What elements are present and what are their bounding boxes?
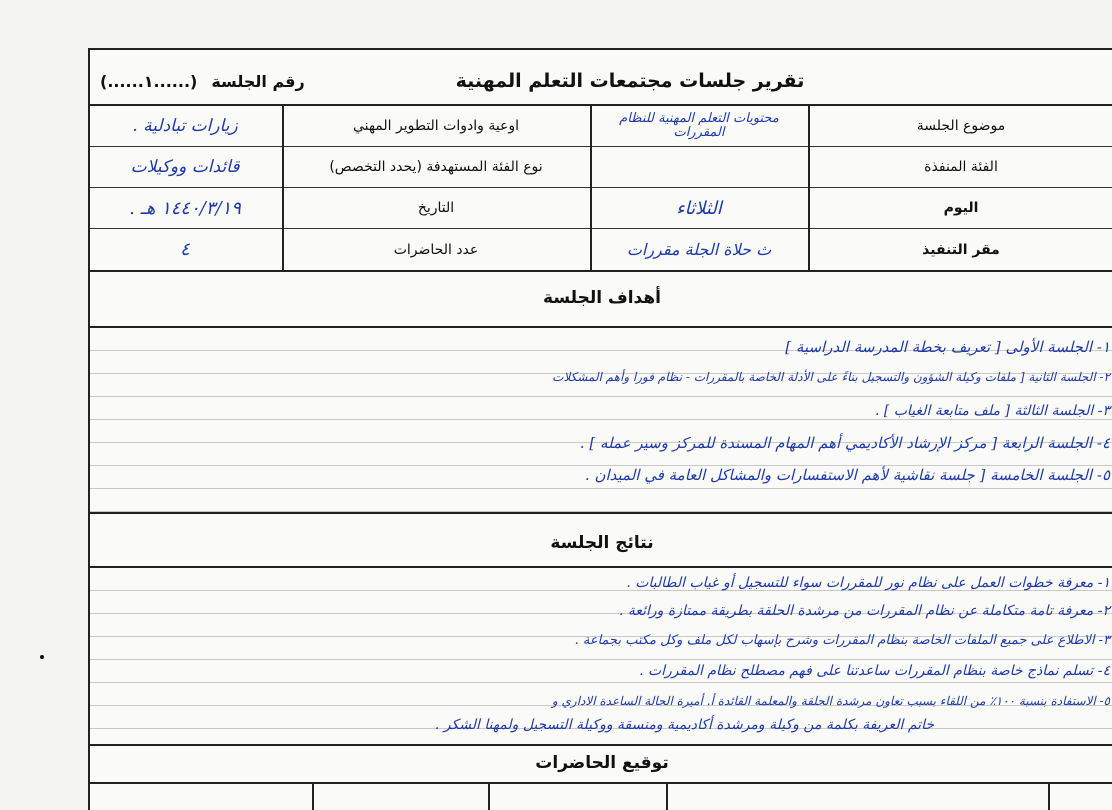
- result-item-4: ٤- تسلم نماذج خاصة بنظام المقررات ساعدتنا على فهم مصطلح نظام المقررات .: [639, 663, 1110, 679]
- signature-cell-divider: [488, 782, 490, 810]
- goal-item-3: ٣- الجلسة الثالثة [ ملف متابعة الغياب ] .: [874, 403, 1110, 419]
- goals-heading: أهداف الجلسة: [543, 288, 661, 308]
- results-heading: نتائج الجلسة: [550, 533, 654, 553]
- value-development-tools: زيارات تبادلية .: [132, 116, 238, 136]
- signature-cell-divider: [666, 782, 668, 810]
- label-attendees-count: عدد الحاضرات: [393, 241, 479, 258]
- result-item-2: ٢- معرفة تامة متكاملة عن نظام المقررات من مرشدة الحلقة بطريقة ممتازة ورائعة .: [618, 603, 1110, 619]
- goal-item-4: ٤- الجلسة الرابعة [ مركز الإرشاد الأكاديمي أهم المهام المسندة للمركز وسير عمله ] .: [579, 434, 1110, 452]
- goals-list: [90, 328, 1112, 512]
- signature-cell-divider: [312, 782, 314, 810]
- goal-item-1: ١- الجلسة الأولى [ تعريف بخطة المدرسة الدراسية ]: [785, 338, 1110, 356]
- report-title: تقرير جلسات مجتمعات التعلم المهنية: [455, 70, 805, 92]
- result-item-5: ٥- الاستفادة بنسبة ١٠٠٪ من اللقاء بسبب تعاون مرشدة الحلقة والمعلمة القائدة أ. أميرة الحالة الساعدة الاداري و: [551, 694, 1110, 708]
- value-executing-group: [592, 147, 806, 187]
- label-venue: مقر التنفيذ: [922, 241, 1000, 258]
- label-development-tools: اوعية وادوات التطوير المهني: [352, 118, 520, 134]
- label-target-group: نوع الفئة المستهدفة (يحدد التخصص): [329, 159, 543, 175]
- value-venue: ث حلاة الجلة مقررات: [626, 240, 772, 259]
- value-attendees-count: ٤: [180, 239, 190, 260]
- value-target-group: قائدات ووكيلات: [130, 157, 240, 177]
- goal-item-5: ٥- الجلسة الخامسة [ جلسة نقاشية لأهم الاستفسارات والمشاكل العامة في الميدان .: [584, 466, 1110, 484]
- session-number: [100, 64, 360, 98]
- label-session-topic: موضوع الجلسة: [916, 118, 1006, 134]
- label-day: اليوم: [943, 200, 979, 216]
- session-number-label: رقم الجلسة: [211, 71, 305, 91]
- stray-dot: [40, 655, 44, 659]
- goal-item-2: ٢- الجلسة الثانية [ ملفات وكيلة الشؤون والتسجيل بناءً على الأدلة الخاصة بالمقررات - نظام فورا وأهم المشكلات: [552, 370, 1110, 384]
- results-list: [90, 568, 1112, 746]
- value-session-topic: محتويات التعلم المهنية للنظام المقررات: [619, 111, 779, 140]
- session-number-value: (......١......): [100, 71, 198, 91]
- value-day: الثلاثاء: [676, 197, 722, 219]
- value-date: ١٤٤٠/٣/١٩ هـ .: [129, 197, 241, 219]
- label-executing-group: الفئة المنفذة: [924, 159, 998, 175]
- result-item-5-continued: خاتم العريفة بكلمة من وكيلة ومرشدة أكاديمية ومنسقة ووكيلة التسجيل ولمهنا الشكر .: [434, 717, 934, 733]
- signature-cell-divider: [1048, 782, 1050, 810]
- label-date: التاريخ: [417, 200, 455, 216]
- result-item-1: ١- معرفة خطوات العمل على نظام نور للمقررات سواء للتسجيل أو غياب الطالبات .: [626, 575, 1110, 591]
- report-sheet: [88, 48, 1112, 810]
- signatures-heading: توقيع الحاضرات: [535, 753, 669, 773]
- result-item-3: ٣- الاطلاع على جميع الملفات الخاصة بنظام المقررات وشرح بإسهاب لكل ملف وكل مكتب بجماعة .: [574, 633, 1110, 648]
